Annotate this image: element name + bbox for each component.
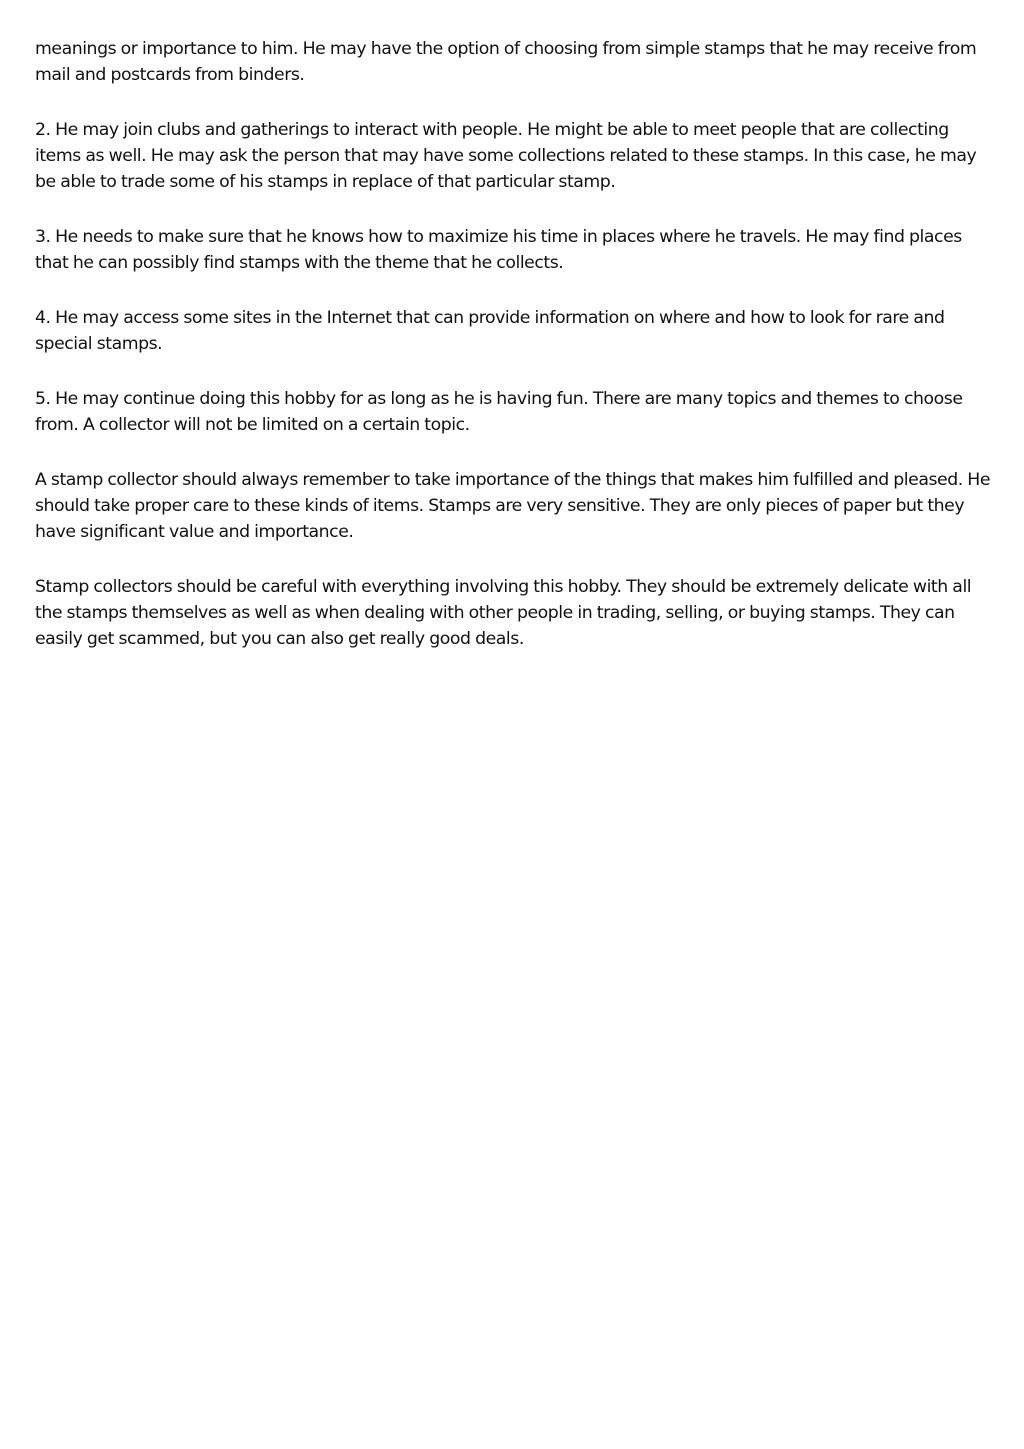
paragraph-item-5: 5. He may continue doing this hobby for as long as he is having fun. There are many topics and themes to choose from. A collector will not be limited on a certain topic. bbox=[35, 389, 963, 435]
paragraph-continuation: meanings or importance to him. He may have the option of choosing from simple stamps that he may receive from mail and postcards from binders. bbox=[35, 39, 977, 85]
paragraph-item-4: 4. He may access some sites in the Internet that can provide information on where and how to look for rare and special stamps. bbox=[35, 308, 945, 354]
paragraph-caution: Stamp collectors should be careful with everything involving this hobby. They should be extremely delicate with all the stamps themselves as well as when dealing with other people in trading, selling, or buying stamps. They can easily get scammed, but you can also get really good deals. bbox=[35, 577, 972, 649]
paragraph-item-3: 3. He needs to make sure that he knows how to maximize his time in places where he travels. He may find places that he can possibly find stamps with the theme that he collects. bbox=[35, 227, 962, 273]
document-page bbox=[35, 36, 995, 681]
paragraph-care: A stamp collector should always remember to take importance of the things that makes him fulfilled and pleased. He should take proper care to these kinds of items. Stamps are very sensitive. They are only pieces of paper but they have significant value and importance. bbox=[35, 470, 991, 542]
paragraph-item-2: 2. He may join clubs and gatherings to interact with people. He might be able to meet people that are collecting items as well. He may ask the person that may have some collections related to these stamps. In this case, he may be able to trade some of his stamps in replace of that particular stamp. bbox=[35, 120, 977, 192]
